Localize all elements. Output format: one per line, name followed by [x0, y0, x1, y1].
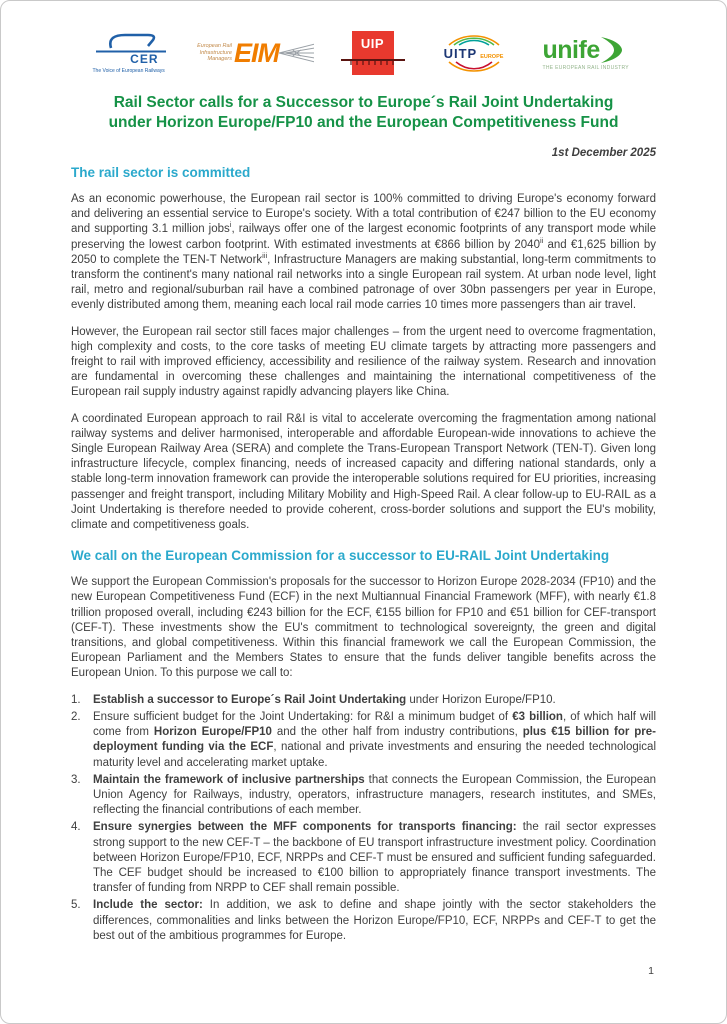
page-title: [71, 93, 656, 133]
list-item-number: 5.: [71, 899, 81, 912]
section-heading-committed: The rail sector is committed: [71, 165, 251, 180]
list-item-number: 2.: [71, 710, 81, 723]
uip-logo: [341, 31, 405, 75]
page-title-line2: under Horizon Europe/FP10 and the European Competitiveness Fund: [108, 114, 619, 131]
unife-logo-name: unife: [542, 35, 600, 64]
calls-list: [71, 693, 656, 944]
uitp-logo-name: UITP: [443, 45, 478, 61]
paragraph-commission-proposals: We support the European Commission's proposals for the successor to Horizon Europe 2028-2034 (FP10) and the new European Competitiveness Fund (ECF) in the next Multiannual Financial Framework (MFF), with nearly €1.8 trillion proposed overall, including €243 billion for the ECF, €155 billion for FP10 and €51 billion for CEF-transport (CEF-T). These investments show the EU's commitment to technological sovereignty, the green and digital transitions, and global competitiveness. Within this financial framework we call the European Commission, the European Parliament and the Members States to ensure that the funds deliver tangible benefits across the European Union. To this purpose we call to:: [71, 576, 656, 680]
section-heading-call-commission: We call on the European Commission for a successor to EU-RAIL Joint Undertaking: [71, 548, 610, 564]
uip-wagon-icon: [341, 57, 405, 67]
paragraph-challenges: However, the European rail sector still faces major challenges – from the urgent need to overcome fragmentation, high complexity and costs, to the core tasks of meeting EU climate targets by attracting more passengers and freight to rail with improved efficiency, accessibility and resilience of the railway system. Research and innovation are fundamental in overcoming these challenges and maintaining the international competitiveness of the European rail supply industry against rapidly advancing players like China.: [71, 325, 656, 399]
eim-logo-sidetext: European Rail Infrastructure Managers: [197, 43, 232, 63]
eim-tracks-icon: [279, 39, 314, 67]
eim-logo-name: EIM: [233, 37, 279, 68]
list-item-text: Establish a successor to Europe´s Rail Joint Undertaking under Horizon Europe/FP10.: [93, 693, 556, 706]
list-item: [71, 898, 656, 944]
list-item-number: 4.: [71, 821, 81, 834]
page-title-line1: Rail Sector calls for a Successor to Europe´s Rail Joint Undertaking: [113, 94, 614, 111]
list-item-text: Maintain the framework of inclusive partnerships that connects the European Commission, the European Union Agency for Railways, industry, operators, infrastructure managers, research institutes, and SMEs, reflecting the financial contributions of each member.: [93, 773, 656, 817]
list-item: [71, 693, 656, 708]
list-item: [71, 820, 656, 896]
unife-logo: [543, 36, 635, 71]
paragraph-economic-powerhouse: As an economic powerhouse, the European rail sector is 100% committed to driving Europe's economy forward and delivering an essential service to Europe's society. With a total contribution of €247 billion to the EU economy and supporting 3.1 million jobs$^i$, railways offer one of the largest economic footprints of any transport mode while preserving the lowest carbon footprint. With estimated investments at €866 billion by 2040$^{ii}$ and €1,625 billion by 2050 to complete the TEN-T Network$^{iii}$, Infrastructure Managers are making substantial, long-term commitments to transform the continent's many national rail networks into a single European rail system. At urban node level, light rail, metro and regional/suburban rail have a combined patronage of over 30bn passengers per year in Europe, evenly distributed among them, meaning each local rail mode carries 10 times more passengers than air travel.: [71, 193, 656, 312]
list-item: [71, 710, 656, 771]
list-item-text: Ensure synergies between the MFF components for transports financing: the rail sector expresses strong support to the new CEF-T – the backbone of EU transport infrastructure investment policy. Coordination between Horizon Europe/FP10, ECF, NRPPs and CEF-T must be ensured and sufficient funding safeguarded. The CEF budget should be increased to €100 billion to appropriately finance transport investments. The transfer of funding from NRPP to CEF shall remain possible.: [93, 821, 656, 895]
uitp-arcs-top-icon: [445, 33, 503, 46]
list-item-number: 3.: [71, 773, 81, 786]
uip-logo-square: [352, 31, 394, 75]
page-number: 1: [648, 965, 654, 977]
list-item-number: 1.: [71, 693, 81, 706]
document-date: 1st December 2025: [551, 147, 656, 159]
cer-logo-name: CER: [130, 52, 159, 66]
uitp-arcs-bottom-icon: [445, 61, 503, 74]
unife-swoosh-icon: [600, 36, 624, 64]
paragraph-coordinated-approach: A coordinated European approach to rail R&I is vital to accelerate overcoming the fragmentation among national railway systems and deliver harmonised, interoperable and affordable European-wide innovations to achieve the Single European Railway Area (SERA) and complete the Trans-European Transport Network (TEN-T). Given long infrastructure lifecycle, complex financing, needs of increased capacity and differing national standards, only a stable long-term innovation framework can provide the interoperable solutions required for EU priorities, increasing passenger and freight transport, including Military Mobility and High-Speed Rail. A clear follow-up to EU-RAIL as a Joint Undertaking is therefore needed to provide coherent, cross-border solutions and support the EU's mobility, climate and competitiveness goals.: [71, 412, 656, 532]
uitp-logo: [431, 33, 517, 74]
cer-train-icon: [93, 32, 169, 54]
list-item-text: Ensure sufficient budget for the Joint Undertaking: for R&I a minimum budget of €3 billion, of which half will come from Horizon Europe/FP10 and the other half from industry contributions, plus €15 billion for pre-deployment funding via the ECF, national and private investments and ensuring the needed technological maturity level and accelerating market uptake.: [93, 710, 657, 769]
list-item-text: Include the sector: In addition, we ask to define and shape jointly with the sector stakeholders the differences, commonalities and links between the Horizon Europe/FP10, ECF, NRPPs and CEF-T to get the best out of the ambitious programmes for Europe.: [93, 899, 656, 942]
uip-logo-name: UIP: [360, 36, 385, 51]
unife-logo-tagline: THE EUROPEAN RAIL INDUSTRY: [542, 64, 629, 71]
cer-logo: [93, 32, 171, 74]
logo-row: [71, 25, 656, 81]
cer-logo-tagline: The Voice of European Railways: [92, 68, 165, 74]
uitp-logo-region: EUROPE: [480, 53, 504, 60]
eim-logo: [197, 39, 315, 67]
list-item: [71, 773, 656, 819]
uitp-logo-text-row: [444, 46, 504, 61]
